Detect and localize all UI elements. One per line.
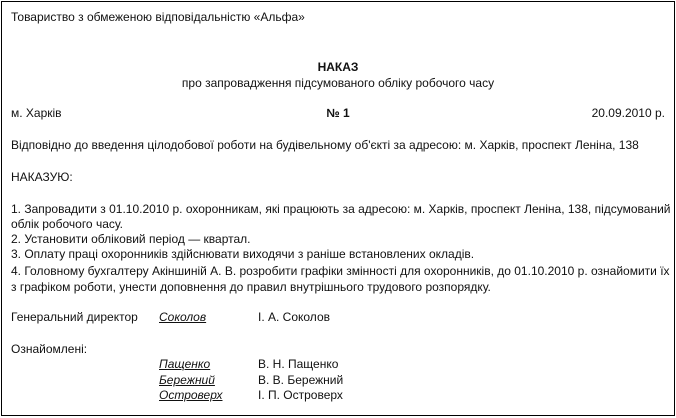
director-position: Генеральний директор — [11, 310, 138, 324]
order-item-line: 2. Установити обліковий період — квартал. — [11, 232, 251, 246]
organization-name: Товариство з обмеженою відповідальністю «Альфа» — [11, 10, 305, 24]
director-signature: Соколов — [159, 310, 207, 324]
order-item-line: 4. Головному бухгалтеру Акіншиній А. В. розробити графіки змінності для охоронників, до 01.10.2010 р. ознайомити їх — [11, 264, 670, 278]
order-date: 20.09.2010 р. — [591, 106, 665, 120]
city: м. Харків — [11, 106, 62, 120]
order-item-line: з графіком роботи, унести доповнення до правил внутрішнього трудового розпорядку. — [11, 280, 491, 294]
acquainted-signature: Бережний — [159, 373, 215, 387]
order-word: НАКАЗУЮ: — [11, 170, 73, 184]
director-name: І. А. Соколов — [258, 310, 330, 324]
acquainted-name: В. Н. Пащенко — [258, 357, 339, 371]
acquainted-signature: Пащенко — [159, 357, 211, 371]
order-item-line: 1. Запровадити з 01.10.2010 р. охоронникам, які працюють за адресою: м. Харків, проспект Леніна, 138, підсумований — [11, 202, 671, 216]
acquainted-name: І. П. Островерх — [258, 388, 343, 402]
document-subtitle: про запровадження підсумованого обліку робочого часу — [181, 76, 495, 90]
acquainted-signature: Островерх — [159, 388, 223, 402]
document-title: НАКАЗ — [317, 60, 359, 74]
order-item-line: облік робочого часу. — [11, 217, 123, 231]
acquainted-label: Ознайомлені: — [11, 342, 88, 356]
preamble: Відповідно до введення цілодобової роботи на будівельному об'єкті за адресою: м. Харків, проспект Леніна, 138 — [11, 138, 639, 152]
order-item-line: 3. Оплату праці охоронників здійснювати виходячи з раніше встановлених окладів. — [11, 247, 475, 261]
acquainted-name: В. В. Бережний — [258, 373, 344, 387]
order-document — [1, 1, 675, 416]
order-number: № 1 — [326, 106, 350, 120]
